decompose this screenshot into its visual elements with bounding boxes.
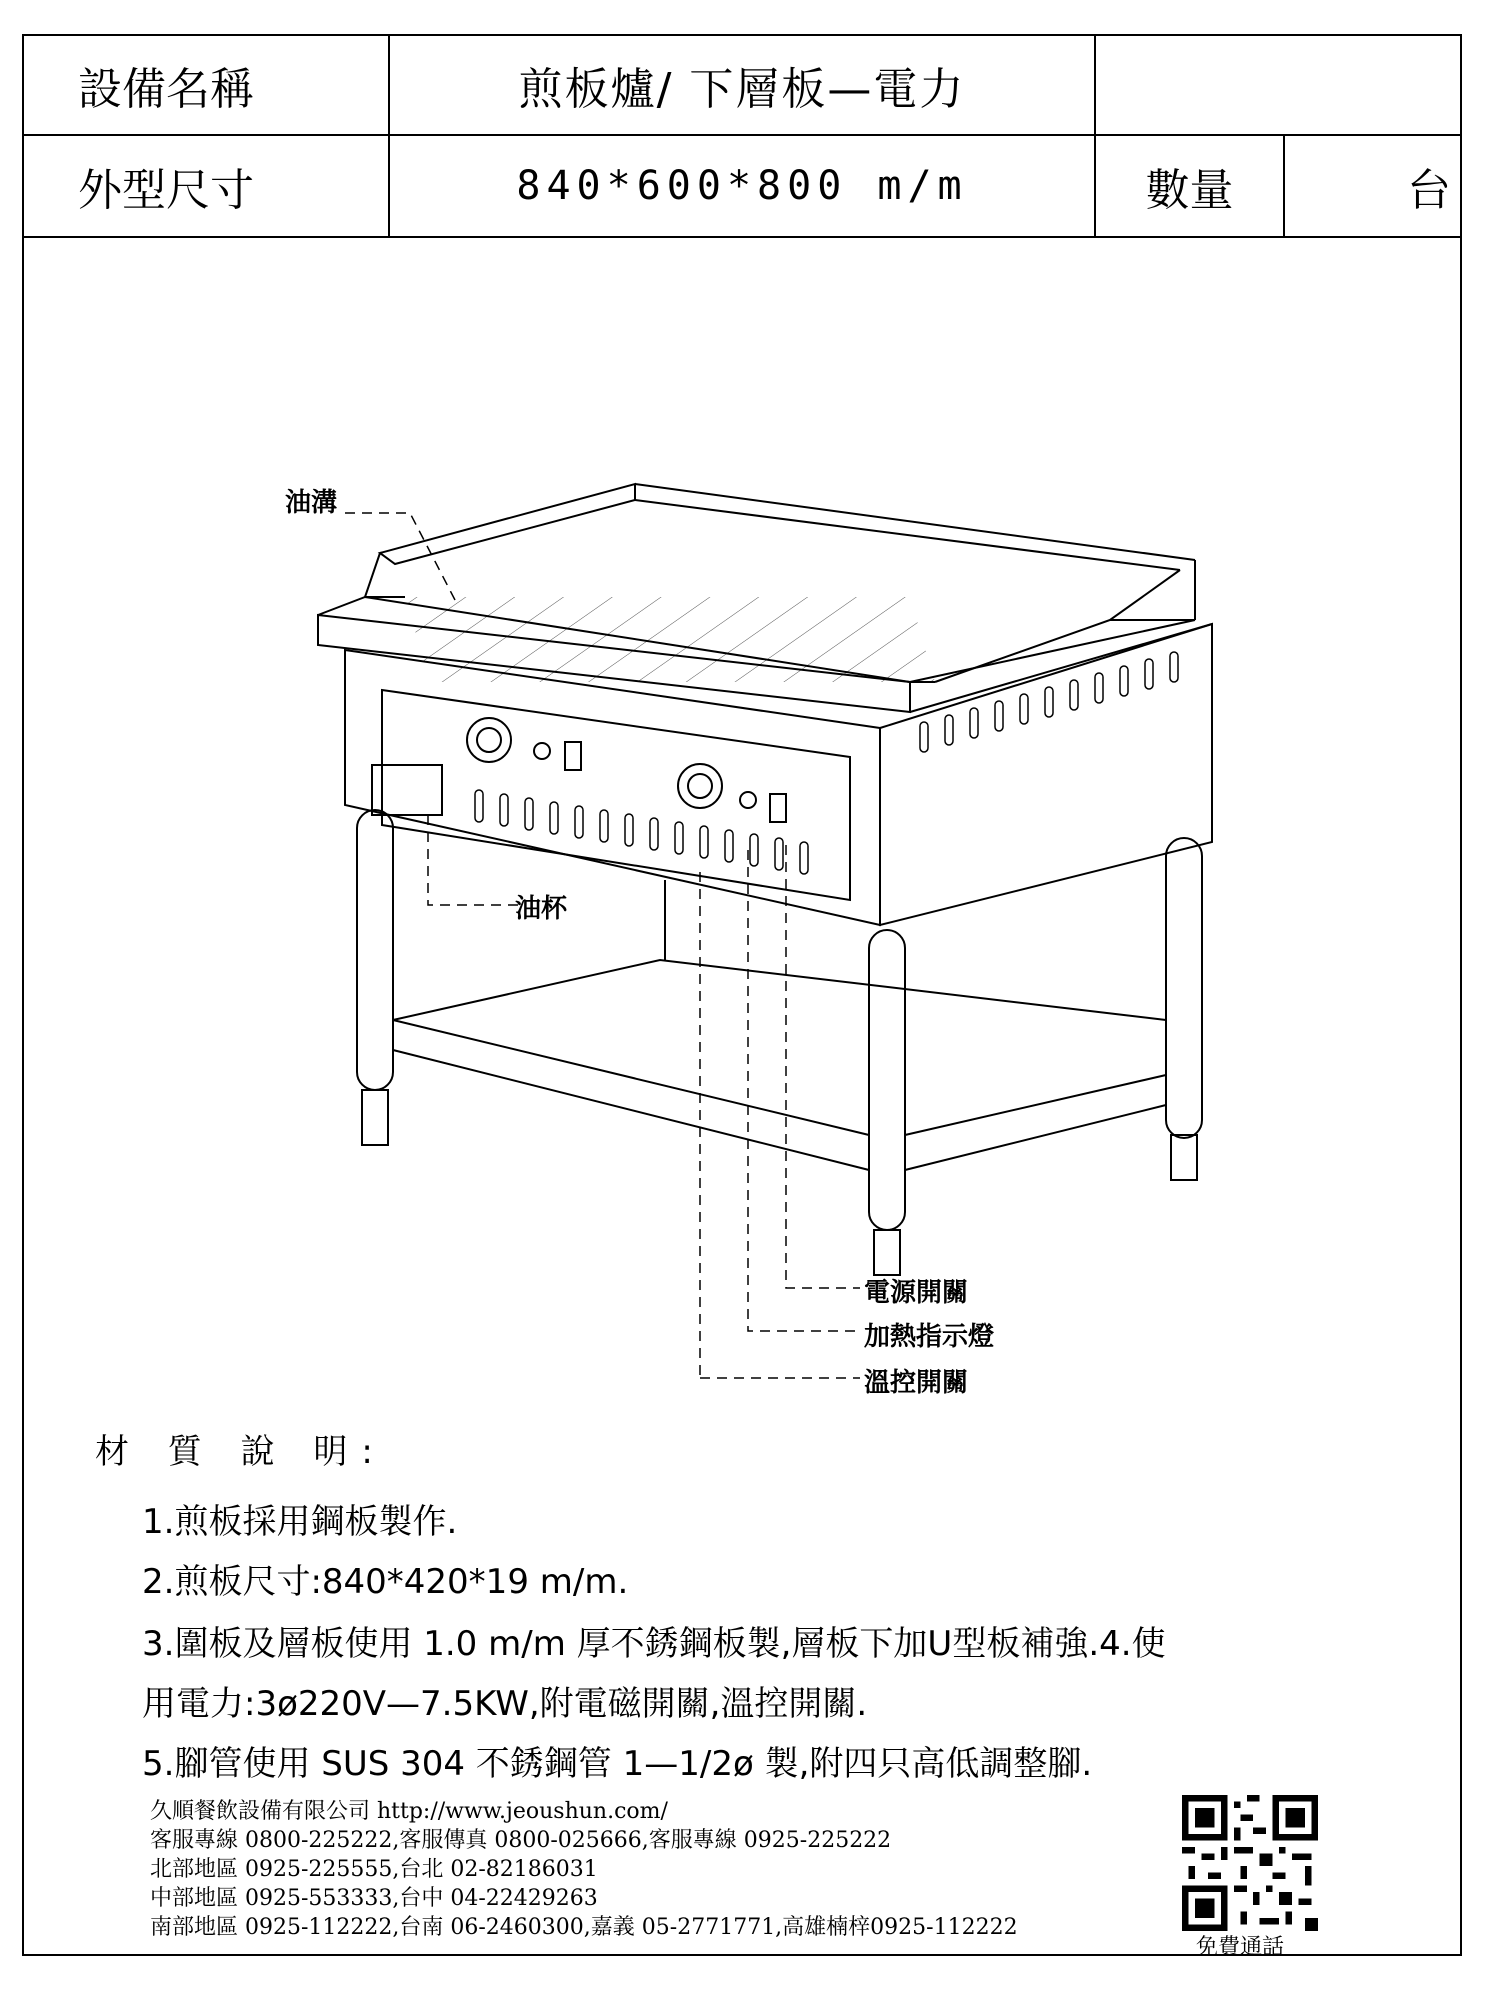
back-splash: [380, 484, 635, 564]
quantity-unit: 台: [1407, 165, 1451, 216]
central-region: 中部地區 0925-553333,台中 04-22429263: [150, 1886, 598, 1911]
materials-line-5: 5.腳管使用 SUS 304 不銹鋼管 1—1/2ø 製,附四只高低調整腳.: [142, 1744, 1093, 1784]
materials-line-2: 2.煎板尺寸:840*420*19 m/m.: [142, 1562, 629, 1602]
dimensions-value: 840*600*800 m/m: [516, 163, 968, 209]
south-region: 南部地區 0925-112222,台南 06-2460300,嘉義 05-2771771,高雄楠梓0925-112222: [150, 1915, 1018, 1940]
company-name: 久順餐飲設備有限公司 http://www.jeoushun.com/: [150, 1799, 668, 1824]
dimensions-label: 外型尺寸: [78, 165, 254, 216]
callout-oil-cup: 油杯: [515, 894, 568, 924]
materials-line-3: 3.圍板及層板使用 1.0 m/m 厚不銹鋼板製,層板下加U型板補強.4.使: [142, 1624, 1166, 1664]
leg-front-right: [869, 930, 905, 1230]
griddle-plate: [405, 597, 935, 682]
equipment-name-label: 設備名稱: [78, 64, 254, 115]
company-footer: [150, 1797, 1018, 1942]
callout-temp-switch: 溫控開關: [864, 1368, 969, 1398]
switch-left: [565, 742, 581, 770]
quantity-label: 數量: [1145, 165, 1234, 216]
callout-heat-indicator: 加熱指示燈: [864, 1322, 995, 1352]
knob-left: [467, 718, 511, 762]
materials-line-4: 用電力:3ø220V—7.5KW,附電磁開關,溫控開關.: [142, 1684, 868, 1724]
equipment-name-value: 煎板爐/ 下層板—電力: [518, 64, 966, 115]
leg-front-left: [357, 810, 393, 1090]
materials-line-1: 1.煎板採用鋼板製作.: [142, 1502, 458, 1542]
qr-label: 免費通話: [1196, 1935, 1285, 1960]
foot: [1171, 1135, 1197, 1180]
north-region: 北部地區 0925-225555,台北 02-82186031: [150, 1857, 598, 1882]
foot: [362, 1090, 388, 1145]
callout-oil-groove: 油溝: [285, 488, 338, 518]
materials-title: 材 質 說 明:: [95, 1432, 387, 1472]
service-lines: 客服專線 0800-225222,客服傳真 0800-025666,客服專線 0925-225222: [150, 1828, 892, 1853]
switch-right: [770, 794, 786, 822]
foot: [874, 1230, 900, 1275]
lower-shelf: [393, 960, 1166, 1020]
qr-code-icon[interactable]: [1182, 1795, 1318, 1931]
leg-back-right: [1166, 838, 1202, 1138]
body-front: [345, 650, 880, 925]
callout-power-switch: 電源開關: [864, 1278, 969, 1308]
knob-right: [678, 764, 722, 808]
